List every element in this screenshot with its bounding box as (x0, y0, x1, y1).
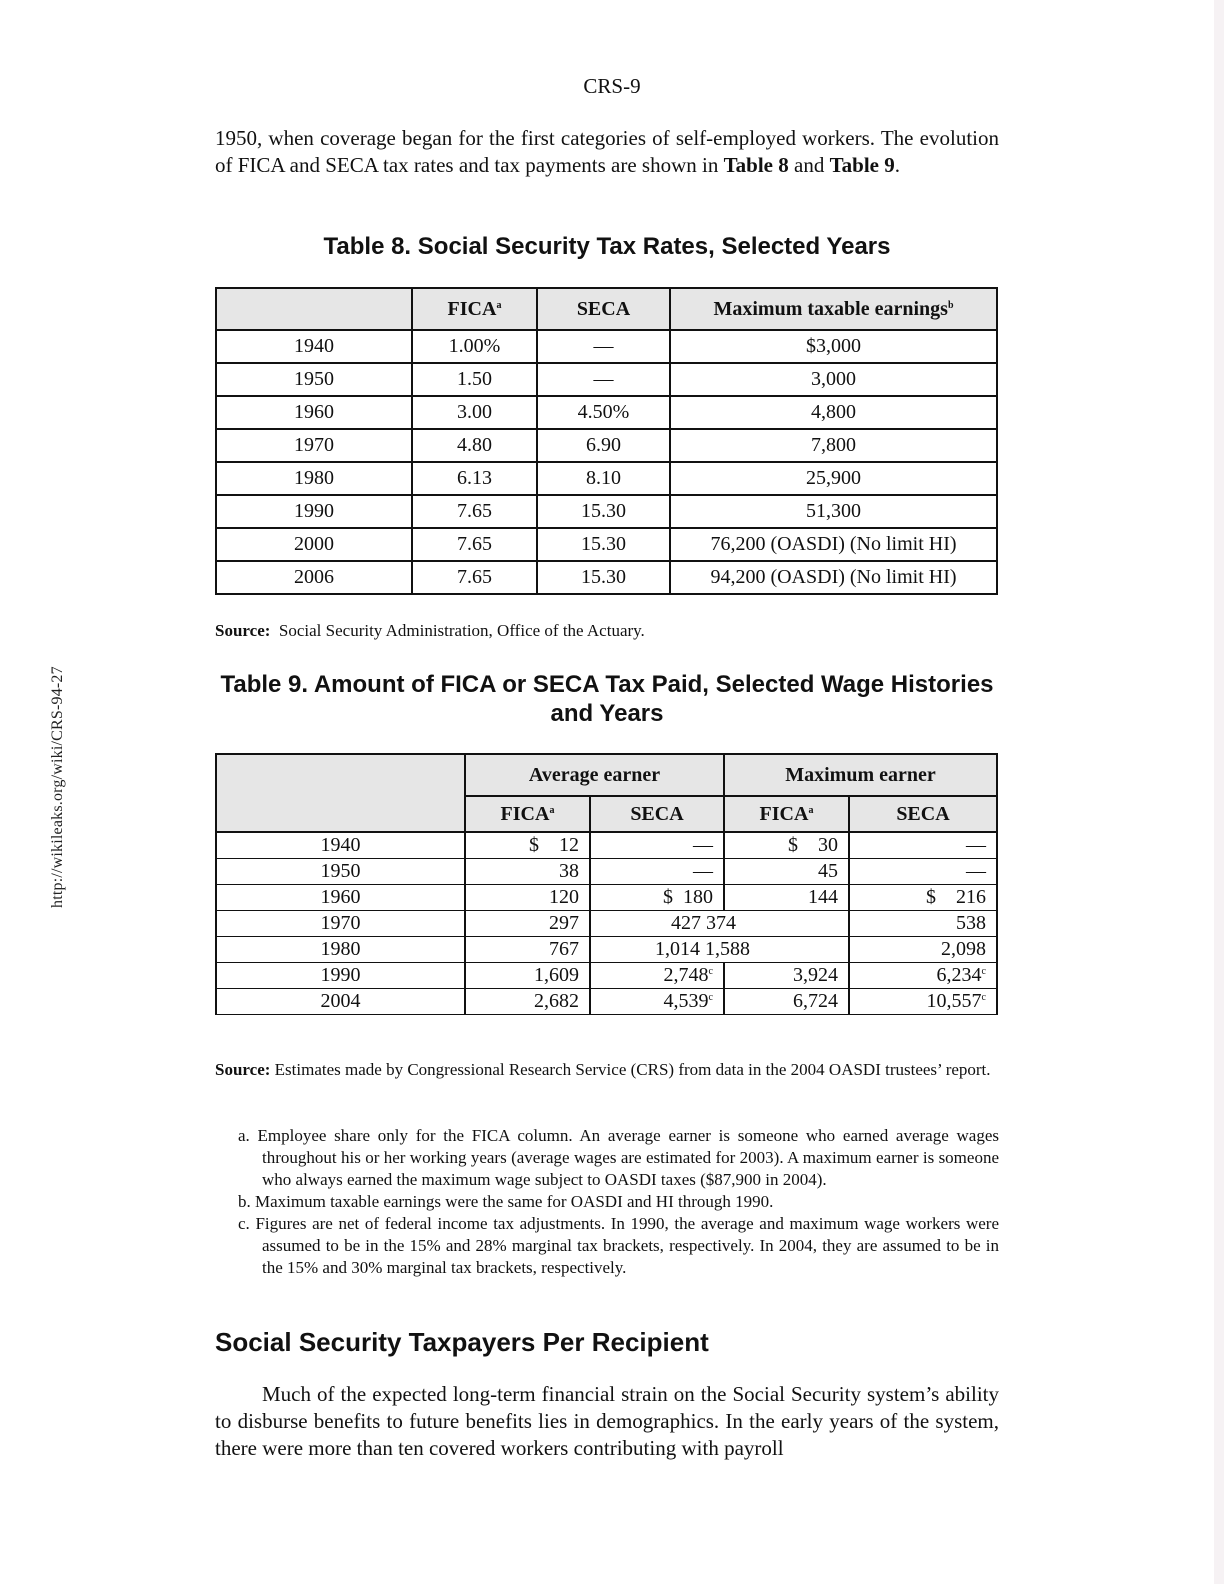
cell-max-earnings: 4,800 (670, 396, 997, 429)
source-label: Source: (215, 1060, 271, 1079)
footnote-marker: c (981, 992, 986, 1003)
table-row (216, 528, 997, 561)
table-row (216, 330, 997, 363)
table-row (216, 911, 997, 937)
table9-header-avg-seca: SECA (590, 796, 724, 832)
cell-avg-seca: — (590, 832, 724, 859)
footnote-label: b. (238, 1192, 251, 1211)
cell-seca: 15.30 (537, 528, 670, 561)
cell-year: 1990 (216, 963, 465, 989)
source-text: Estimates made by Congressional Research Service (CRS) from data in the 2004 OASDI trustees’ report. (270, 1060, 991, 1079)
cell-year: 1980 (216, 462, 412, 495)
table-row (216, 963, 997, 989)
cell-avg-seca-merged: 427 374 (590, 911, 849, 937)
table8-header-seca: SECA (537, 288, 670, 330)
cell-max-seca: $ 216 (849, 885, 997, 911)
table8-reference: Table 8 (723, 153, 789, 177)
cell-max-fica: 45 (724, 859, 849, 885)
cell-avg-fica: 297 (465, 911, 590, 937)
table-row (216, 832, 997, 859)
footnote-text: Employee share only for the FICA column. An average earner is someone who earned average wages throughout his or her working years (average wages are estimated for 2003). A maximum earner is someone who always earned the maximum wage subject to OASDI taxes ($87,900 in 2004). (257, 1126, 999, 1189)
cell-max-seca: 538 (849, 911, 997, 937)
table-row (216, 396, 997, 429)
footnote-label: a. (238, 1126, 250, 1145)
cell-fica: 4.80 (412, 429, 537, 462)
intro-text-end: . (894, 153, 901, 177)
cell-avg-fica: $ 12 (465, 832, 590, 859)
table9-header-max-seca: SECA (849, 796, 997, 832)
cell-avg-seca-merged: 1,014 1,588 (590, 937, 849, 963)
cell-fica: 1.50 (412, 363, 537, 396)
intro-text: 1950, when coverage began for the first categories of self-employed workers. The evolution of FICA and SECA tax rates and tax payments are shown in (215, 126, 999, 177)
cell-max-earnings: 94,200 (OASDI) (No limit HI) (670, 561, 997, 594)
cell-fica: 3.00 (412, 396, 537, 429)
cell-avg-fica: 38 (465, 859, 590, 885)
cell-max-earnings: 25,900 (670, 462, 997, 495)
footnote-marker: a (549, 804, 555, 816)
cell-avg-seca: 4,539$^c$ (590, 989, 724, 1015)
footnote-marker: c (708, 992, 713, 1003)
table8-source (215, 620, 999, 642)
cell-avg-seca: $ 180 (590, 885, 724, 911)
table8-header-max-earnings: Maximum taxable earnings$^b$ (670, 288, 997, 330)
cell-max-earnings: $3,000 (670, 330, 997, 363)
footnote-text: Figures are net of federal income tax adjustments. In 1990, the average and maximum wage workers were assumed to be in the 15% and 28% marginal tax brackets, respectively. In 2004, they are assumed to be in the 15% and 30% marginal tax brackets, respectively. (255, 1214, 1000, 1277)
footnote-marker: c (981, 966, 986, 977)
cell-max-seca: 2,098 (849, 937, 997, 963)
cell-max-seca: — (849, 832, 997, 859)
cell-max-fica: 6,724 (724, 989, 849, 1015)
cell-avg-fica: 2,682 (465, 989, 590, 1015)
cell-max-earnings: 3,000 (670, 363, 997, 396)
cell-fica: 7.65 (412, 561, 537, 594)
cell-seca: 15.30 (537, 495, 670, 528)
cell-year: 1990 (216, 495, 412, 528)
cell-seca: 6.90 (537, 429, 670, 462)
footnote-text: Maximum taxable earnings were the same for OASDI and HI through 1990. (255, 1192, 774, 1211)
cell-avg-fica: 767 (465, 937, 590, 963)
table9-title: Table 9. Amount of FICA or SECA Tax Paid, Selected Wage Histories and Years (220, 671, 994, 727)
cell-avg-fica: 120 (465, 885, 590, 911)
table-row (216, 989, 997, 1015)
intro-paragraph (215, 125, 999, 179)
table-row (216, 885, 997, 911)
footnote-marker: a (496, 299, 502, 311)
section-paragraph: Much of the expected long-term financial strain on the Social Security system’s ability to disburse benefits to future benefits lies in demographics. In the early years of the system, there were more than ten covered workers contributing with payroll (215, 1382, 999, 1460)
cell-seca: — (537, 363, 670, 396)
intro-text-mid: and (788, 153, 830, 177)
cell-year: 1960 (216, 885, 465, 911)
cell-seca: 8.10 (537, 462, 670, 495)
footnotes (215, 1125, 999, 1279)
footnote-a (215, 1125, 999, 1191)
footnote-marker: b (947, 299, 954, 311)
cell-year: 2000 (216, 528, 412, 561)
table-row (216, 859, 997, 885)
cell-year: 1940 (216, 832, 465, 859)
cell-year: 1950 (216, 859, 465, 885)
cell-max-earnings: 51,300 (670, 495, 997, 528)
cell-max-fica: 144 (724, 885, 849, 911)
table8-header-year (216, 288, 412, 330)
cell-avg-fica: 1,609 (465, 963, 590, 989)
cell-max-earnings: 7,800 (670, 429, 997, 462)
cell-avg-seca: — (590, 859, 724, 885)
table-row (216, 363, 997, 396)
cell-max-fica: $ 30 (724, 832, 849, 859)
cell-year: 1950 (216, 363, 412, 396)
footnote-label: c. (238, 1214, 250, 1233)
footnote-marker: a (808, 804, 814, 816)
table-row (216, 462, 997, 495)
table9-source (215, 1059, 999, 1081)
cell-year: 1940 (216, 330, 412, 363)
cell-fica: 7.65 (412, 495, 537, 528)
cell-avg-seca: 2,748$^c$ (590, 963, 724, 989)
cell-max-fica: 3,924 (724, 963, 849, 989)
table8-title: Table 8. Social Security Tax Rates, Selected Years (323, 233, 891, 260)
section-heading: Social Security Taxpayers Per Recipient (215, 1327, 709, 1357)
cell-year: 1970 (216, 911, 465, 937)
table9-header-maximum-earner: Maximum earner (724, 754, 997, 796)
table-row (216, 495, 997, 528)
table9-group-header-row (216, 754, 997, 796)
cell-seca: 15.30 (537, 561, 670, 594)
cell-max-seca: 6,234$^c$ (849, 963, 997, 989)
table9-header-average-earner: Average earner (465, 754, 724, 796)
cell-max-seca: — (849, 859, 997, 885)
table-row (216, 429, 997, 462)
cell-seca: — (537, 330, 670, 363)
cell-year: 1970 (216, 429, 412, 462)
footnote-b (215, 1191, 999, 1213)
cell-year: 2004 (216, 989, 465, 1015)
cell-year: 1980 (216, 937, 465, 963)
table8-header-fica: FICA$^a$ (412, 288, 537, 330)
footnote-marker: c (708, 966, 713, 977)
page-edge (1214, 0, 1224, 1584)
cell-max-seca: 10,557$^c$ (849, 989, 997, 1015)
table-row (216, 561, 997, 594)
source-text: Social Security Administration, Office of the Actuary. (270, 621, 645, 640)
cell-fica: 7.65 (412, 528, 537, 561)
page-number: CRS-9 (583, 74, 641, 98)
footnote-c (215, 1213, 999, 1279)
cell-fica: 6.13 (412, 462, 537, 495)
table9-reference: Table 9 (829, 153, 895, 177)
cell-max-earnings: 76,200 (OASDI) (No limit HI) (670, 528, 997, 561)
source-url-watermark: http://wikileaks.org/wiki/CRS-94-27 (49, 666, 66, 908)
cell-fica: 1.00% (412, 330, 537, 363)
table8-header-row (216, 288, 997, 330)
cell-year: 1960 (216, 396, 412, 429)
table9-header-max-fica: FICA$^a$ (724, 796, 849, 832)
cell-seca: 4.50% (537, 396, 670, 429)
table9 (215, 753, 998, 1015)
table-row (216, 937, 997, 963)
table8 (215, 287, 998, 595)
source-label: Source: (215, 621, 271, 640)
cell-year: 2006 (216, 561, 412, 594)
table9-header-avg-fica: FICA$^a$ (465, 796, 590, 832)
table9-header-year (216, 754, 465, 832)
